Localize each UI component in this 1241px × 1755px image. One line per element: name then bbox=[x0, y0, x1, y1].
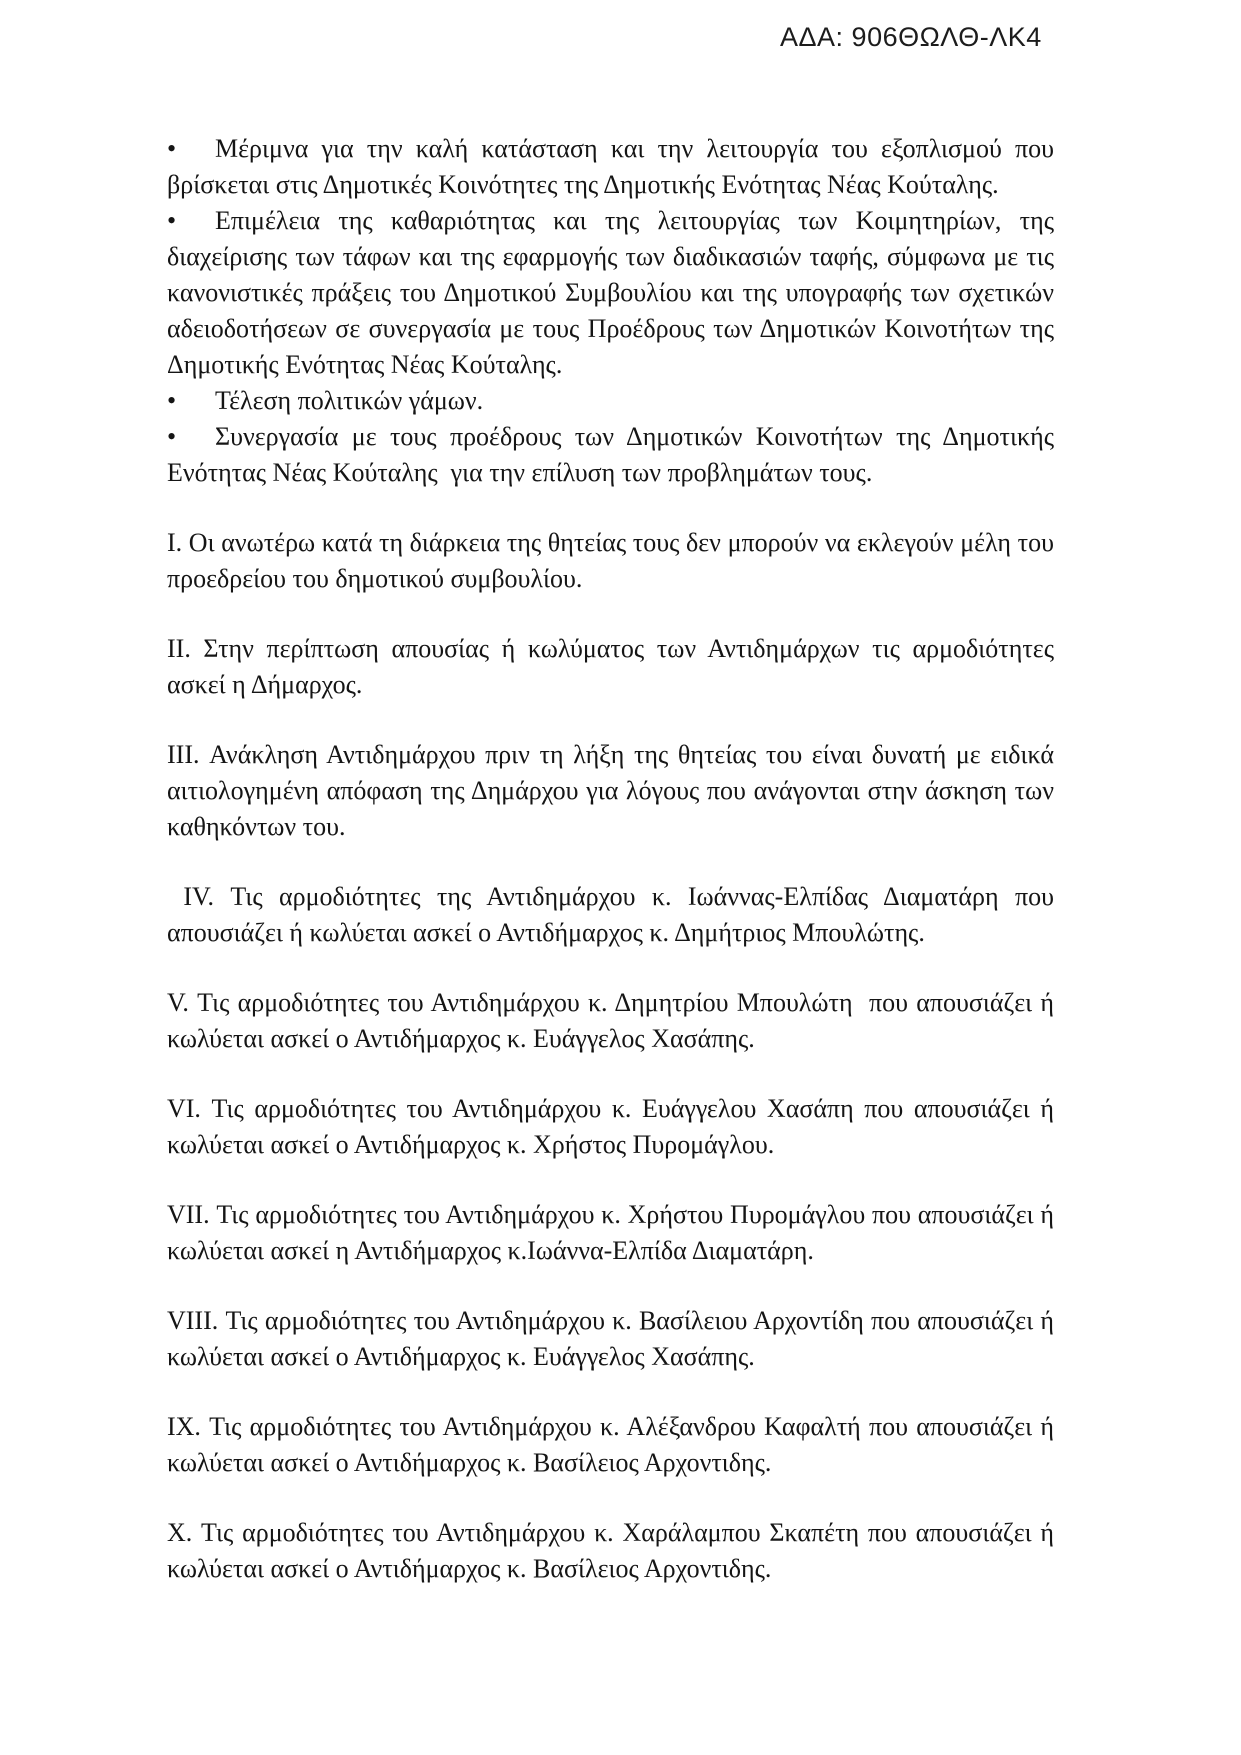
section-paragraph-vi: VI. Τις αρμοδιότητες του Αντιδημάρχου κ. Ευάγγελου Χασάπη που απουσιάζει ή κωλύεται ασκεί ο Αντιδήμαρχος κ. Χρήστος Πυρομάγλου. bbox=[167, 1094, 1054, 1159]
section-paragraph-iii: III. Ανάκληση Αντιδημάρχου πριν τη λήξη της θητείας του είναι δυνατή με ειδικά αιτιολογημένη απόφαση της Δημάρχου για λόγους που ανάγονται στην άσκηση των καθηκόντων του. bbox=[167, 740, 1054, 841]
bullet-item-text: Τέλεση πολιτικών γάμων. bbox=[215, 386, 484, 415]
bullet-item-text: Μέριμνα για την καλή κατάσταση και την λειτουργία του εξοπλισμού που βρίσκεται στις Δημοτικές Κοινότητες της Δημοτικής Ενότητας Νέας Κούταλης. bbox=[167, 134, 1054, 199]
bullet-item bbox=[167, 383, 1054, 419]
bullet-item bbox=[167, 203, 1054, 383]
section-paragraph-ix: IX. Τις αρμοδιότητες του Αντιδημάρχου κ. Αλέξανδρου Καφαλτή που απουσιάζει ή κωλύεται ασκεί ο Αντιδήμαρχος κ. Βασίλειος Αρχοντιδης. bbox=[167, 1412, 1054, 1477]
bullet-item bbox=[167, 419, 1054, 491]
document-body bbox=[167, 131, 1054, 1587]
bullet-item bbox=[167, 131, 1054, 203]
section-paragraph-x: X. Τις αρμοδιότητες του Αντιδημάρχου κ. Χαράλαμπου Σκαπέτη που απουσιάζει ή κωλύεται ασκεί ο Αντιδήμαρχος κ. Βασίλειος Αρχοντιδης. bbox=[167, 1518, 1054, 1583]
section-paragraph-vii: VII. Τις αρμοδιότητες του Αντιδημάρχου κ. Χρήστου Πυρομάγλου που απουσιάζει ή κωλύεται ασκεί η Αντιδήμαρχος κ.Ιωάννα-Ελπίδα Διαματάρη. bbox=[167, 1200, 1054, 1265]
bullet-icon: • bbox=[167, 206, 177, 235]
section-paragraph-viii: VIII. Τις αρμοδιότητες του Αντιδημάρχου κ. Βασίλειου Αρχοντίδη που απουσιάζει ή κωλύεται ασκεί ο Αντιδήμαρχος κ. Ευάγγελος Χασάπης. bbox=[167, 1306, 1054, 1371]
section-paragraph-v: V. Τις αρμοδιότητες του Αντιδημάρχου κ. Δημητρίου Μπουλώτη που απουσιάζει ή κωλύεται ασκεί ο Αντιδήμαρχος κ. Ευάγγελος Χασάπης. bbox=[167, 988, 1054, 1053]
bullet-icon: • bbox=[167, 134, 177, 163]
bullet-item-text: Συνεργασία με τους προέδρους των Δημοτικών Κοινοτήτων της Δημοτικής Ενότητας Νέας Κούταλης για την επίλυση των προβλημάτων τους. bbox=[167, 422, 1054, 487]
bullet-item-text: Επιμέλεια της καθαριότητας και της λειτουργίας των Κοιμητηρίων, της διαχείρισης των τάφων και της εφαρμογής των διαδικασιών ταφής, σύμφωνα με τις κανονιστικές πράξεις του Δημοτικού Συμβουλίου και της υπογραφής των σχετικών αδειοδοτήσεων σε συνεργασία με τους Προέδρους των Δημοτικών Κοινοτήτων της Δημοτικής Ενότητας Νέας Κούταλης. bbox=[167, 206, 1054, 379]
section-paragraph-i: I. Οι ανωτέρω κατά τη διάρκεια της θητείας τους δεν μπορούν να εκλεγούν μέλη του προεδρείου του δημοτικού συμβουλίου. bbox=[167, 528, 1054, 593]
bullet-icon: • bbox=[167, 386, 177, 415]
ada-code-stamp: ΑΔΑ: 906ΘΩΛΘ-ΛΚ4 bbox=[780, 22, 1042, 52]
section-paragraph-ii: II. Στην περίπτωση απουσίας ή κωλύματος των Αντιδημάρχων τις αρμοδιότητες ασκεί η Δήμαρχος. bbox=[167, 634, 1054, 699]
bullet-icon: • bbox=[167, 422, 177, 451]
section-paragraph-iv: IV. Τις αρμοδιότητες της Αντιδημάρχου κ. Ιωάννας-Ελπίδας Διαματάρη που απουσιάζει ή κωλύεται ασκεί ο Αντιδήμαρχος κ. Δημήτριος Μπουλώτης. bbox=[167, 882, 1054, 947]
